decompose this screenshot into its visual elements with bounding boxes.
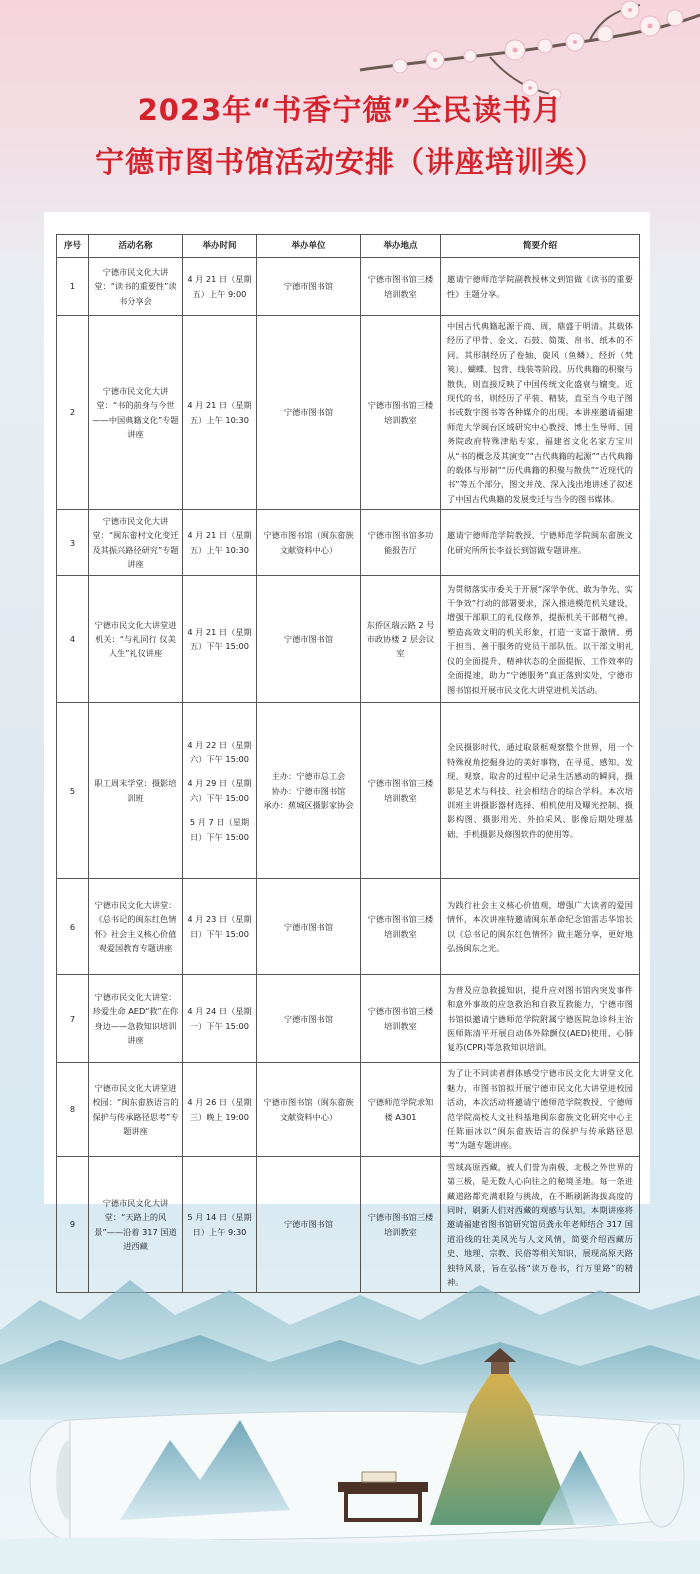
cell-name: 宁德市民文化大讲堂：珍爱生命 AED“救”在你身边——急救知识培训讲座 bbox=[89, 975, 183, 1063]
cell-time bbox=[183, 703, 257, 879]
cell-org bbox=[257, 703, 361, 879]
cell-org: 宁德市图书馆（闽东畲族文献资料中心） bbox=[257, 510, 361, 576]
time-session-1: 4 月 22 日（星期六）下午 15:00 bbox=[187, 739, 252, 764]
cell-org: 宁德市图书馆（闽东畲族文献资料中心） bbox=[257, 1063, 361, 1156]
cell-time: 5 月 14 日（星期日）上午 9:30 bbox=[183, 1156, 257, 1293]
cell-name: 宁德市民文化大讲堂：《总书记的闽东红色情怀》社会主义核心价值观爱国教育专题讲座 bbox=[89, 879, 183, 975]
cell-name: 宁德市民文化大讲堂：“天路上的风景”——沿着 317 国道进西藏 bbox=[89, 1156, 183, 1293]
header-no: 序号 bbox=[57, 235, 89, 258]
cell-no: 7 bbox=[57, 975, 89, 1063]
table-row bbox=[57, 258, 640, 316]
cell-desc: 雪域高原西藏，被人们誉为南极、北极之外世界的第三极，是无数人心向往之的秘境圣地。每一条进藏道路都充满艰险与挑战，在不断刷新海拔高度的同时，刷新人们对西藏的观感与认知。本期讲座将邀请福建省图书馆研究馆员龚永年老师结合 317 国道沿线的壮美风光与人文风情，简要介绍西藏历史、地理、宗教、民俗等相关知识，展现高原天路独特风景，旨在弘扬“读万卷书，行万里路”的精神。 bbox=[441, 1156, 640, 1293]
cell-place: 东侨区瑞云路 2 号市政协楼 2 层会议室 bbox=[361, 576, 441, 703]
cell-desc: 为贯彻落实市委关于开展“深学争优、敢为争先、实干争效”行动的部署要求，深入推进模范机关建设，增强干部职工的礼仪修养，提振机关干部精气神，塑造高效文明的机关形象，打造一支富于激情、勇于担当、善于服务的党员干部队伍。以干部文明礼仪的全面提升、精神状态的全面提振、工作效率的全面提速，助力“宁德服务”真正落到实处，宁德市图书馆拟开展市民文化大讲堂进机关活动。 bbox=[441, 576, 640, 703]
schedule-card bbox=[44, 212, 650, 1287]
cell-place: 宁德市图书馆三楼培训教室 bbox=[361, 1156, 441, 1293]
cell-desc: 邀请宁德师范学院教授、宁德师范学院闽东畲族文化研究所所长李益长到馆做专题讲座。 bbox=[441, 510, 640, 576]
header-time: 举办时间 bbox=[183, 235, 257, 258]
cell-name: 职工周末学堂：摄影培训班 bbox=[89, 703, 183, 879]
table-row bbox=[57, 316, 640, 510]
schedule-table bbox=[56, 234, 640, 1293]
cell-place: 宁德市图书馆三楼培训教室 bbox=[361, 703, 441, 879]
time-session-3: 5 月 7 日（星期日）下午 15:00 bbox=[189, 817, 250, 842]
org-host: 主办：宁德市总工会 bbox=[271, 771, 346, 782]
cell-desc: 中国古代典籍起源于商、周，鼎盛于明清。其载体经历了甲骨、金文、石鼓、简策、帛书、纸本的不同。其形制经历了卷轴、旋风（鱼鳞）、经折（梵筴）、蝴蝶、包背、线装等阶段。历代典籍的积聚与散佚，则直接反映了中国传统文化盛衰与嬗变。近现代的书，则经历了平装、精装，直至当今电子图书或数字图书等各种媒介的出现。本讲座邀请福建师范大学闽台区域研究中心教授、博士生导师、国务院政府特殊津贴专家、福建省文化名家方宝川从“书的概念及其演变”“古代典籍的起源”“古代典籍的载体与形制”“历代典籍的积聚与散佚”“近现代的书”等五个部分，图文并茂、深入浅出地讲述了叙述了中国古代典籍的发展变迁与当今的图书媒体。 bbox=[441, 316, 640, 510]
cell-name: 宁德市民文化大讲堂进机关：“与礼同行 仪美人生”礼仪讲座 bbox=[89, 576, 183, 703]
cell-no: 6 bbox=[57, 879, 89, 975]
cell-place: 宁德市图书馆三楼培训教室 bbox=[361, 316, 441, 510]
table-row bbox=[57, 510, 640, 576]
table-row bbox=[57, 879, 640, 975]
cell-org: 宁德市图书馆 bbox=[257, 258, 361, 316]
table-row bbox=[57, 703, 640, 879]
cell-org: 宁德市图书馆 bbox=[257, 879, 361, 975]
cell-name: 宁德市民文化大讲堂：“闽东畲村文化变迁及其振兴路径研究”专题讲座 bbox=[89, 510, 183, 576]
header-name: 活动名称 bbox=[89, 235, 183, 258]
cell-name: 宁德市民文化大讲堂：“读书的重要性”读书分享会 bbox=[89, 258, 183, 316]
cell-desc: 为普及应急救援知识，提升应对图书馆内突发事件和意外事故的应急救治和自救互救能力，宁德市图书馆拟邀请宁德师范学院附属宁德医院急诊科主治医师陈清平开展自动体外除颤仪(AED)使用、心肺复苏(CPR)等急救知识培训。 bbox=[441, 975, 640, 1063]
landscape-scroll-decoration bbox=[0, 1190, 700, 1574]
cell-desc: 为践行社会主义核心价值观，增强广大读者的爱国情怀，本次讲座特邀请闽东革命纪念馆雷志华馆长以《总书记的闽东红色情怀》做主题分享，更好地弘扬闽东之光。 bbox=[441, 879, 640, 975]
cell-time: 4 月 21 日（星期五）上午 10:30 bbox=[183, 510, 257, 576]
org-co-host: 协办：宁德市图书馆 bbox=[271, 785, 346, 796]
cell-place: 宁德师范学院求知楼 A301 bbox=[361, 1063, 441, 1156]
cell-place: 宁德市图书馆三楼培训教室 bbox=[361, 975, 441, 1063]
cell-no: 4 bbox=[57, 576, 89, 703]
cell-name: 宁德市民文化大讲堂进校园：“闽东畲族语言的保护与传承路径思考”专题讲座 bbox=[89, 1063, 183, 1156]
cell-place: 宁德市图书馆三楼培训教室 bbox=[361, 258, 441, 316]
header-org: 举办单位 bbox=[257, 235, 361, 258]
table-row bbox=[57, 576, 640, 703]
table-row bbox=[57, 1063, 640, 1156]
cell-time: 4 月 23 日（星期日）下午 15:00 bbox=[183, 879, 257, 975]
cell-time: 4 月 21 日（星期五）上午 10:30 bbox=[183, 316, 257, 510]
cell-time: 4 月 21 日（星期五）上午 9:00 bbox=[183, 258, 257, 316]
title-line-1: 2023年“书香宁德”全民读书月 bbox=[137, 93, 563, 127]
header-desc: 简要介绍 bbox=[441, 235, 640, 258]
cell-no: 3 bbox=[57, 510, 89, 576]
table-row bbox=[57, 975, 640, 1063]
cell-org: 宁德市图书馆 bbox=[257, 576, 361, 703]
cell-desc: 为了让不同读者群体感受宁德市民文化大讲堂文化魅力，市图书馆拟开展宁德市民文化大讲堂进校园活动，本次活动将邀请宁德师范学院教授、宁德师范学院高校人文社科基地闽东畲族文化研究中心主任陈丽冰以“闽东畲族语言的保护与传承路径思考”为题专题讲座。 bbox=[441, 1063, 640, 1156]
cell-org: 宁德市图书馆 bbox=[257, 316, 361, 510]
cell-place: 宁德市图书馆三楼培训教室 bbox=[361, 879, 441, 975]
cell-no: 9 bbox=[57, 1156, 89, 1293]
cell-no: 2 bbox=[57, 316, 89, 510]
cell-desc: 邀请宁德师范学院副教授林文到馆做《读书的重要性》主题分享。 bbox=[441, 258, 640, 316]
header-place: 举办地点 bbox=[361, 235, 441, 258]
cell-time: 4 月 24 日（星期一）下午 15:00 bbox=[183, 975, 257, 1063]
cell-desc: 全民摄影时代，通过取景框观察整个世界，用一个特殊视角挖掘身边的美好事物，在寻觅、感知、发现、观察、取舍的过程中记录生活感动的瞬间，摄影是艺术与科技、社会相结合的综合学科。本次培训班主讲摄影器材选择、相机使用及曝光控制、摄影构图、摄影用光、外拍采风、影像后期处理基础、手机摄影及修图软件的使用等。 bbox=[441, 703, 640, 879]
cell-place: 宁德市图书馆多功能报告厅 bbox=[361, 510, 441, 576]
cell-name: 宁德市民文化大讲堂：“书的前身与今世——中国典籍文化”专题讲座 bbox=[89, 316, 183, 510]
cell-time: 4 月 26 日（星期三）晚上 19:00 bbox=[183, 1063, 257, 1156]
time-session-2: 4 月 29 日（星期六）下午 15:00 bbox=[187, 778, 252, 803]
cell-org: 宁德市图书馆 bbox=[257, 975, 361, 1063]
table-header-row bbox=[57, 235, 640, 258]
cell-org: 宁德市图书馆 bbox=[257, 1156, 361, 1293]
cell-no: 1 bbox=[57, 258, 89, 316]
org-organizer: 承办：蕉城区摄影家协会 bbox=[263, 799, 354, 810]
title-line-2: 宁德市图书馆活动安排（讲座培训类） bbox=[94, 145, 605, 179]
cell-time: 4 月 21 日（星期五）下午 15:00 bbox=[183, 576, 257, 703]
cell-no: 8 bbox=[57, 1063, 89, 1156]
cell-no: 5 bbox=[57, 703, 89, 879]
